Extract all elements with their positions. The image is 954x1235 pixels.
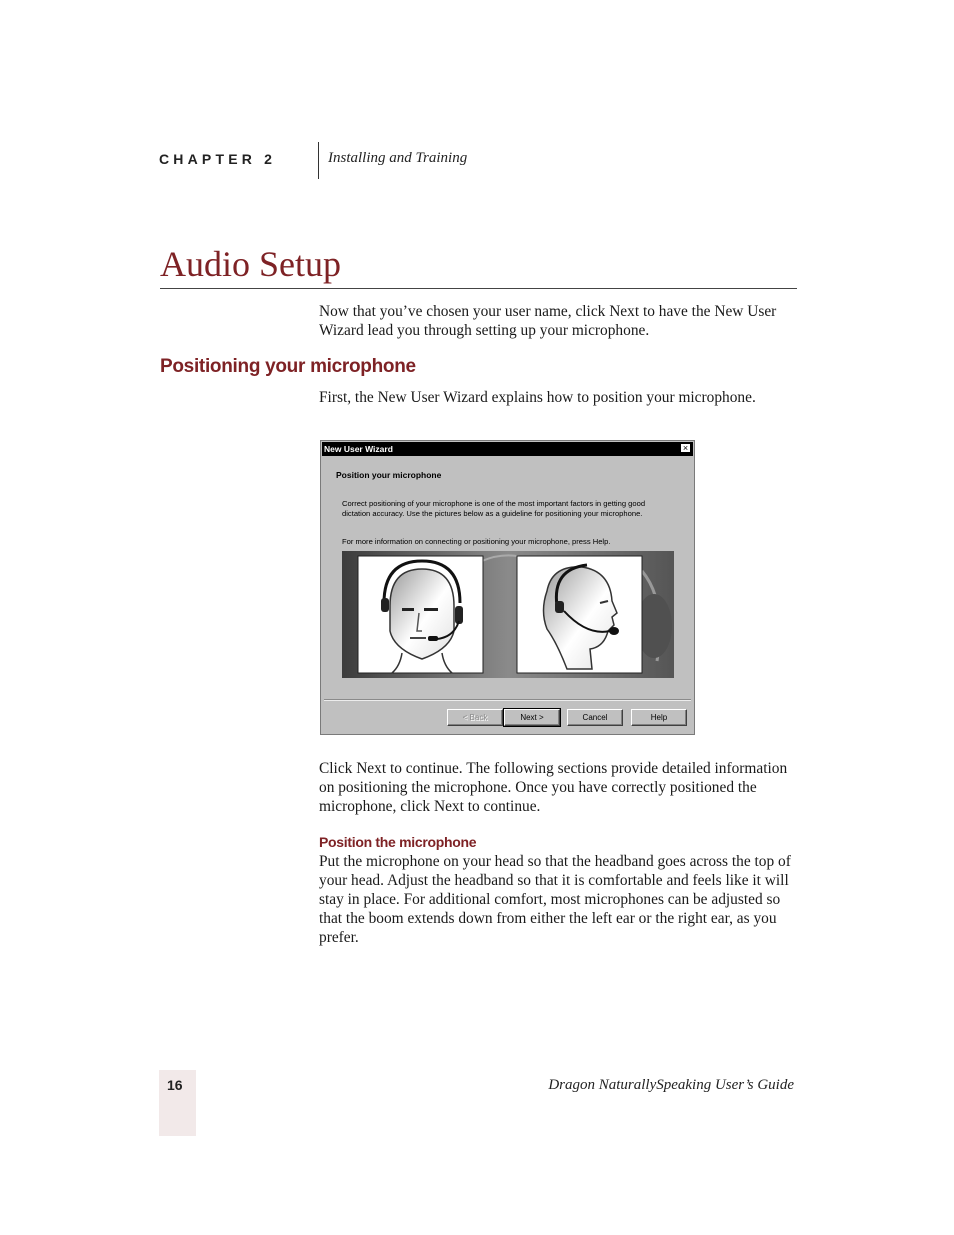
new-user-wizard-dialog <box>320 440 695 735</box>
chapter-divider <box>318 142 319 179</box>
next-button[interactable]: Next > <box>504 709 560 726</box>
subsection-paragraph: Put the microphone on your head so that the headband goes across the top of your head. Adjust the headband so that it is comfortable and feels like it will stay in place. For additional comfort, most microphones can be adjusted so that the boom extends down from either the left ear or the right ear, as you prefer. <box>319 853 791 946</box>
chapter-title: Installing and Training <box>328 150 468 166</box>
dialog-text-accuracy: Correct positioning of your microphone is one of the most important factors in getting good dictation accuracy. Use the pictures below as a guideline for positioning your microphone. <box>342 499 646 518</box>
dialog-heading: Position your microphone <box>336 470 442 480</box>
dialog-text-help: For more information on connecting or positioning your microphone, press Help. <box>342 537 611 546</box>
cancel-button[interactable]: Cancel <box>567 709 623 726</box>
page-title: Audio Setup <box>160 244 342 284</box>
microphone-position-illustration <box>342 551 674 678</box>
help-button[interactable]: Help <box>631 709 687 726</box>
dialog-title: New User Wizard <box>324 444 393 454</box>
continue-paragraph: Click Next to continue. The following sections provide detailed information on positioning the microphone. Once you have correctly positioned the microphone, click Next to continue. <box>319 760 788 815</box>
page-number: 16 <box>167 1077 183 1093</box>
footer-book-title: Dragon NaturallySpeaking User’s Guide <box>548 1077 794 1093</box>
close-icon[interactable]: × <box>680 443 691 453</box>
intro-paragraph: Now that you’ve chosen your user name, click Next to have the New User Wizard lead you through setting up your microphone. <box>319 303 777 339</box>
subsection-heading: Position the microphone <box>319 834 477 850</box>
section-heading: Positioning your microphone <box>160 356 416 377</box>
chapter-label: CHAPTER 2 <box>159 151 277 167</box>
dialog-separator <box>324 699 691 701</box>
section-paragraph: First, the New User Wizard explains how to position your microphone. <box>319 389 756 406</box>
back-button[interactable]: < Back <box>447 709 503 726</box>
title-rule <box>160 288 797 289</box>
dialog-titlebar <box>322 442 693 456</box>
